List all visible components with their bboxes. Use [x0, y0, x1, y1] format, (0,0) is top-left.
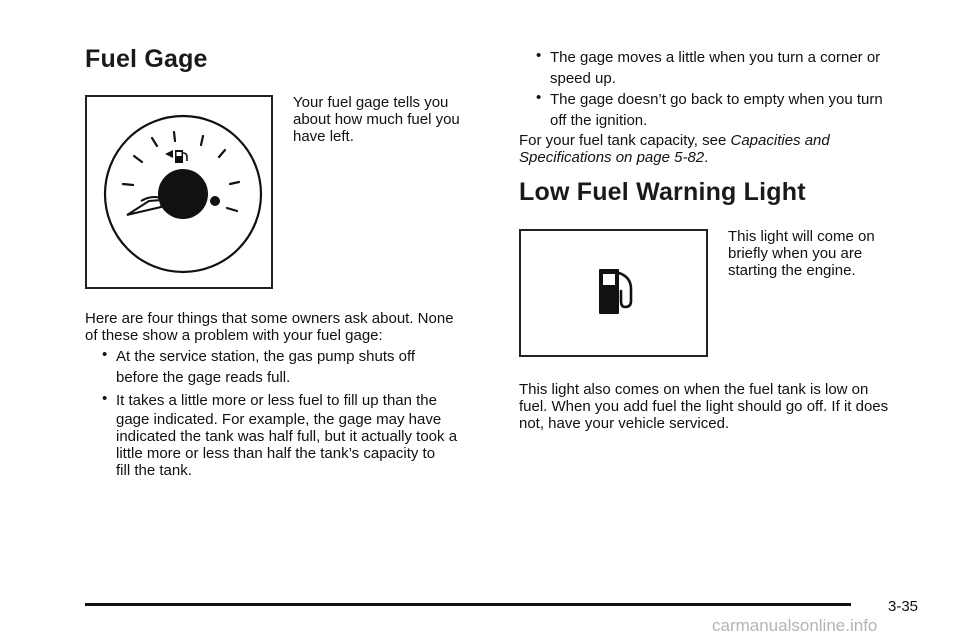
low-fuel-intro: This light will come on briefly when you are starting the engine.	[728, 228, 875, 279]
section-heading-fuel-gage: Fuel Gage	[85, 45, 208, 73]
bullet-icon: •	[536, 47, 542, 64]
low-fuel-body: This light also comes on when the fuel tank is low on fuel. When you add fuel the light should go off. If it does not, have your vehicle serviced.	[519, 381, 889, 432]
watermark: carmanualsonline.info	[712, 616, 878, 635]
bullet-icon: •	[102, 390, 108, 407]
fuel-gage-figure	[85, 95, 273, 289]
bullet-icon: •	[102, 346, 108, 363]
fuel-gage-icon	[87, 97, 271, 287]
footer-rule	[85, 603, 851, 606]
capacity-link[interactable]: Capacities and	[730, 132, 830, 149]
fuel-gage-intro: Your fuel gage tells you about how much fuel you have left.	[293, 94, 460, 145]
list-item: • The gage doesn’t go back to empty when you turn off the ignition.	[536, 89, 883, 129]
list-item: • At the service station, the gas pump shuts off before the gage reads full.	[102, 346, 416, 386]
capacity-reference: For your fuel tank capacity, see Capacities and Specifications on page 5-82.	[519, 132, 830, 166]
list-item: • It takes a little more or less fuel to fill up than the gage indicated. For example, the gage may have indicated the tank was half full, but it actually took a little more or less than half the tank’s capacity to fill the tank.	[102, 390, 458, 479]
capacity-link[interactable]: Specifications on page 5-82	[519, 149, 705, 166]
page-number: 3-35	[888, 598, 919, 615]
section-heading-low-fuel: Low Fuel Warning Light	[519, 178, 806, 206]
low-fuel-light-figure	[519, 229, 708, 357]
fuel-gage-body: Here are four things that some owners ask about. None of these show a problem with your fuel gage:	[85, 310, 454, 344]
list-item: • The gage moves a little when you turn a corner or speed up.	[536, 47, 881, 87]
bullet-icon: •	[536, 89, 542, 106]
fuel-pump-icon	[521, 231, 706, 355]
